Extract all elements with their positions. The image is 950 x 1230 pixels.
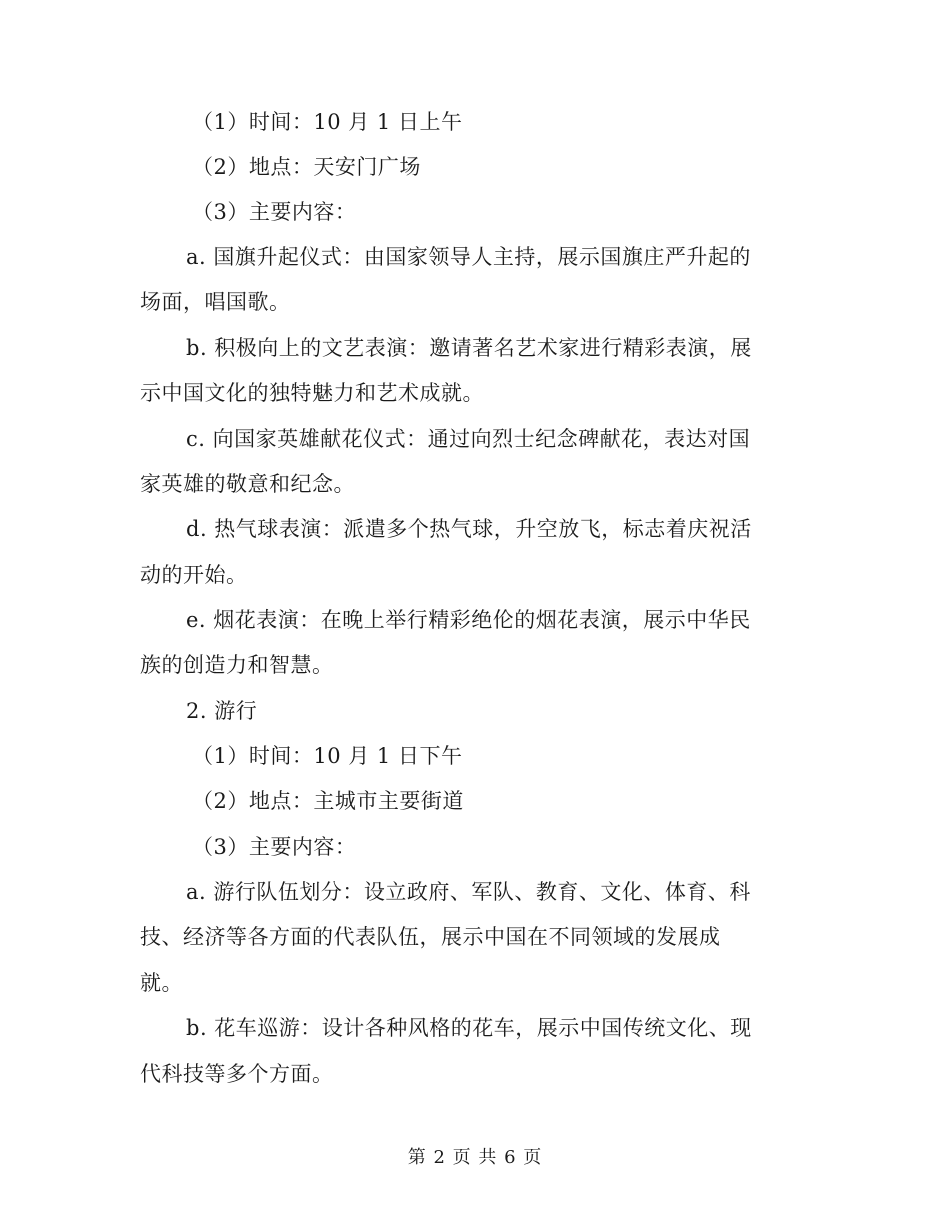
paragraph-line: （3）主要内容： [192,200,357,224]
paragraph-line: e. 烟花表演：在晚上举行精彩绝伦的烟花表演，展示中华民 [186,608,751,632]
paragraph-line: （2）地点：天安门广场 [192,155,421,179]
page-number-footer: 第 2 页 共 6 页 [407,1147,543,1168]
paragraph-line: 族的创造力和智慧。 [140,653,334,677]
paragraph-line: 家英雄的敬意和纪念。 [140,472,355,496]
paragraph-line: b. 积极向上的文艺表演：邀请著名艺术家进行精彩表演，展 [186,336,752,360]
paragraph-line: b. 花车巡游：设计各种风格的花车，展示中国传统文化、现 [186,1016,752,1040]
paragraph-line: 场面，唱国歌。 [140,290,291,314]
paragraph-line: （1）时间：10 月 1 日上午 [192,110,463,134]
section-heading: 2. 游行 [186,699,258,723]
paragraph-line: 示中国文化的独特魅力和艺术成就。 [140,381,484,405]
paragraph-line: 代科技等多个方面。 [140,1062,334,1086]
paragraph-line: a. 游行队伍划分：设立政府、军队、教育、文化、体育、科 [186,880,751,904]
paragraph-line: （1）时间：10 月 1 日下午 [192,744,463,768]
paragraph-line: （2）地点：主城市主要街道 [192,789,464,813]
paragraph-line: 技、经济等各方面的代表队伍，展示中国在不同领域的发展成 [140,925,721,949]
paragraph-line: c. 向国家英雄献花仪式：通过向烈士纪念碑献花，表达对国 [186,427,751,451]
paragraph-line: d. 热气球表演：派遣多个热气球，升空放飞，标志着庆祝活 [186,517,752,541]
paragraph-line: 就。 [140,971,183,995]
paragraph-line: （3）主要内容： [192,835,357,859]
paragraph-line: a. 国旗升起仪式：由国家领导人主持，展示国旗庄严升起的 [186,245,751,269]
paragraph-line: 动的开始。 [140,563,248,587]
